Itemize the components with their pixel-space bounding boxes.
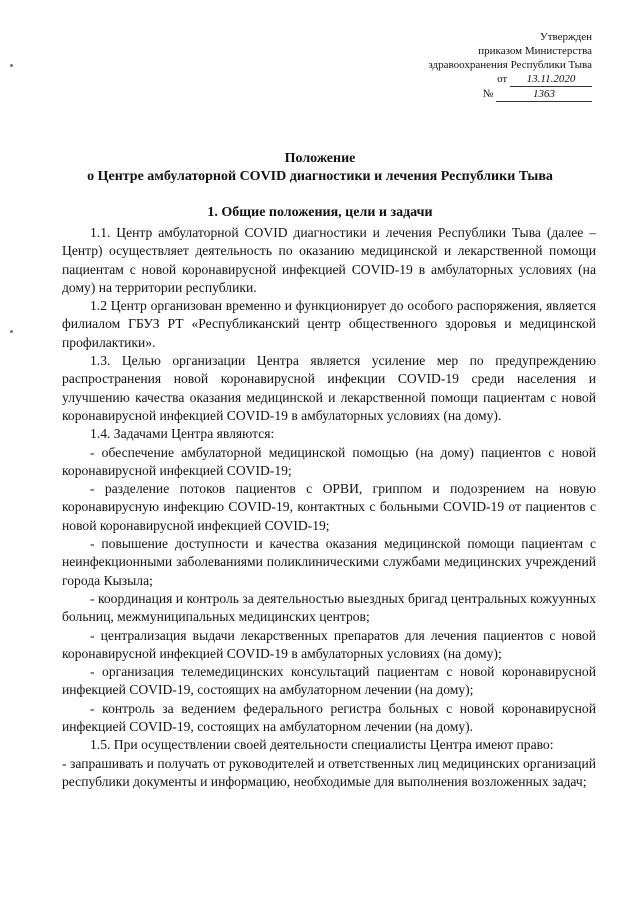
paragraph-1-1: 1.1. Центр амбулаторной COVID диагностики и лечения Республики Тыва (далее – Центр) осуществляет деятельность по оказанию медицинской и лекарственной помощи пациентам с новой коронавирусной инфекцией COVID-19 в амбулаторных условиях (на дому) на территории республики. (62, 225, 596, 295)
number-prefix: № (482, 88, 494, 100)
approval-number (352, 87, 592, 102)
section-heading: 1. Общие положения, цели и задачи (207, 205, 433, 220)
approval-date (352, 72, 592, 87)
task-item: - повышение доступности и качества оказания медицинской помощи пациентам с неинфекционными заболеваниями поликлиническими службами медицинских учреждений города Кызыла; (62, 536, 596, 588)
date-prefix: от (497, 73, 508, 85)
handwritten-date: 13.11.2020 (510, 72, 592, 87)
task-item: - организация телемедицинских консультаций пациентам с новой коронавирусной инфекцией COVID-19, состоящих на амбулаторном лечении (на дому); (62, 664, 596, 698)
title-line-2: о Центре амбулаторной COVID диагностики и лечения Республики Тыва (87, 169, 553, 184)
approval-line-1: Утвержден (539, 31, 592, 43)
approval-line-2: приказом Министерства (478, 45, 592, 57)
paragraph-1-4: 1.4. Задачами Центра являются: (90, 426, 275, 442)
paragraph-1-2: 1.2 Центр организован временно и функционирует до особого распоряжения, является филиалом ГБУЗ РТ «Республиканский центр общественного здоровья и медицинской профилактики». (62, 298, 596, 350)
scan-speck (10, 330, 13, 333)
handwritten-number: 1363 (496, 87, 592, 102)
task-item: - централизация выдачи лекарственных препаратов для лечения пациентов с новой коронавирусной инфекцией COVID-19 в амбулаторных условиях (на дому); (62, 627, 596, 661)
task-item: - разделение потоков пациентов с ОРВИ, гриппом и подозрением на новую коронавирусную инфекцию COVID-19, контактных с больными COVID-19 от пациентов с новой коронавирусной инфекцией COVID-19; (62, 481, 596, 533)
task-item: - обеспечение амбулаторной медицинской помощью (на дому) пациентов с новой коронавирусной инфекцией COVID-19; (62, 444, 596, 478)
document-body (62, 224, 596, 791)
document-title (0, 150, 640, 186)
paragraph-1-5: 1.5. При осуществлении своей деятельности специалисты Центра имеют право: (90, 737, 554, 753)
scan-speck (10, 64, 13, 67)
paragraph-1-3: 1.3. Целью организации Центра является усиление мер по предупреждению распространения новой коронавирусной инфекции COVID-19 среди населения и улучшению качества оказания медицинской и лекарственной помощи пациентам с новой коронавирусной инфекцией COVID-19 в амбулаторных условиях (на дому). (62, 353, 596, 423)
approval-stamp-block (352, 30, 592, 102)
task-item: - контроль за ведением федерального регистра больных с новой коронавирусной инфекцией COVID-19, состоящих на амбулаторном лечении (на дому). (62, 700, 596, 735)
approval-line-3: здравоохранения Республики Тыва (428, 59, 592, 71)
right-item: - запрашивать и получать от руководителей и ответственных лиц медицинских организаций республики документы и информацию, необходимые для выполнения возложенных задач; (62, 755, 596, 789)
title-line-1: Положение (284, 151, 356, 166)
task-item: - координация и контроль за деятельностью выездных бригад центральных кожуунных больниц, межмуниципальных медицинских центров; (62, 590, 596, 625)
